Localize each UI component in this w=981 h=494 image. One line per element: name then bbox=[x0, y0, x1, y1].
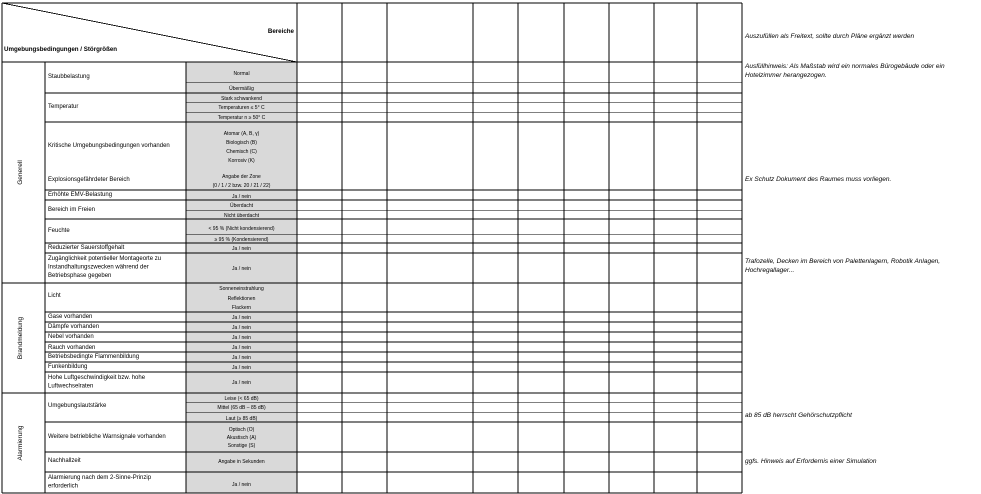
row-label: Reduzierter Sauerstoffgehalt bbox=[48, 245, 125, 251]
option-text: Ja / nein bbox=[232, 194, 251, 200]
row-label: Rauch vorhanden bbox=[48, 345, 96, 351]
row-label: Luftwechselraten bbox=[48, 383, 94, 390]
option-text: Akustisch (A) bbox=[226, 435, 257, 441]
row-label: Nebel vorhanden bbox=[48, 334, 94, 340]
option-text: Chemisch (C) bbox=[226, 149, 257, 155]
option-text: Übermäßig bbox=[229, 86, 254, 92]
option-text: Reflektionen bbox=[227, 296, 256, 302]
row-label: Bereich im Freien bbox=[48, 207, 96, 213]
option-text: Ja / nein bbox=[232, 355, 251, 361]
row-label: Feuchte bbox=[48, 228, 70, 234]
option-text: Leise (< 65 dB) bbox=[224, 396, 259, 402]
option-text: Laut (≥ 85 dB) bbox=[225, 416, 258, 422]
header-areas-label: Bereiche bbox=[267, 28, 294, 35]
row-label: Zugänglichkeit potentieller Montageorte zu bbox=[48, 256, 162, 262]
option-text: Korrosiv (K) bbox=[228, 158, 255, 164]
option-text: Angabe in Sekunden bbox=[218, 459, 265, 465]
option-text: Mittel (65 dB – 85 dB) bbox=[217, 405, 266, 411]
row-label: Licht bbox=[48, 293, 61, 299]
header-diagonal bbox=[2, 3, 297, 62]
row-label: erforderlich bbox=[48, 483, 79, 490]
option-text: Überdacht bbox=[229, 203, 254, 209]
option-text: Ja / nein bbox=[232, 380, 251, 386]
option-text: Flackern bbox=[231, 305, 252, 311]
group-label: Brandmeldung bbox=[17, 316, 24, 360]
option-text: Normal bbox=[233, 71, 250, 77]
row-label: Gase vorhanden bbox=[48, 314, 93, 320]
remark-text: Auszufüllen als Freitext, sollte durch Pläne ergänzt werden bbox=[745, 33, 915, 40]
option-text: Nicht überdacht bbox=[223, 213, 260, 219]
group-label: Alarmierung bbox=[17, 425, 24, 461]
option-text: < 95 % (Nicht kondensierend) bbox=[208, 226, 275, 232]
option-text: Ja / nein bbox=[232, 345, 251, 351]
group-label: Generell bbox=[17, 160, 24, 185]
row-label: Instandhaltungszwecken während der bbox=[48, 264, 149, 271]
row-label: Funkenbildung bbox=[48, 364, 88, 370]
remark-text: Trafozelle, Decken im Bereich von Palettenlagern, Robotik Anlagen, bbox=[745, 258, 941, 265]
row-label: Dämpfe vorhanden bbox=[48, 324, 100, 330]
option-text: Sonneneinstrahlung bbox=[219, 286, 264, 292]
option-text: Biologisch (B) bbox=[226, 140, 257, 146]
remark-text: Ex Schutz Dokument des Raumes muss vorliegen. bbox=[745, 176, 892, 183]
option-text: ≥ 95 % (Kondensierend) bbox=[214, 237, 269, 243]
remark-text: Hotelzimmer herangezogen. bbox=[745, 72, 827, 79]
option-text: Atomar (A, B, γ) bbox=[223, 131, 260, 137]
row-label: Hohe Luftgeschwindigkeit bzw. hohe bbox=[48, 375, 146, 381]
remark-text: Ausfüllhinweis: Als Maßstab wird ein normales Bürogebäude oder ein bbox=[745, 63, 945, 70]
option-text: Ja / nein bbox=[232, 482, 251, 488]
option-text: Ja / nein bbox=[232, 246, 251, 252]
row-label: Weitere betriebliche Warnsignale vorhanden bbox=[48, 434, 166, 440]
option-text: Ja / nein bbox=[232, 365, 251, 371]
option-text: Ja / nein bbox=[232, 325, 251, 331]
row-label: Staubbelastung bbox=[48, 74, 90, 80]
row-label: Explosionsgefährdeter Bereich bbox=[48, 177, 130, 183]
option-text: Sonstige (S) bbox=[227, 443, 256, 449]
option-text: Optisch (O) bbox=[228, 427, 255, 433]
option-text: Ja / nein bbox=[232, 315, 251, 321]
option-text: Stark schwankend bbox=[221, 96, 262, 102]
row-label: Nachhallzeit bbox=[48, 458, 81, 464]
remark-text: ggfs. Hinweis auf Erfordernis einer Simulation bbox=[745, 458, 877, 465]
remark-text: ab 85 dB herrscht Gehörschutzpflicht bbox=[745, 412, 852, 419]
row-label: Alarmierung nach dem 2-Sinne-Prinzip bbox=[48, 475, 152, 481]
row-label: Betriebsphase gegeben bbox=[48, 273, 112, 279]
option-text: Temperatur n ≥ 50° C bbox=[217, 115, 266, 121]
option-text: Angabe der Zone bbox=[222, 174, 261, 180]
row-label: Temperatur bbox=[48, 104, 79, 110]
remark-text: Hochregallager... bbox=[745, 267, 795, 274]
header-conditions-label: Umgebungsbedingungen / Störgrößen bbox=[4, 46, 118, 53]
row-label: Erhöhte EMV-Belastung bbox=[48, 192, 113, 198]
row-label: Umgebungslautstärke bbox=[48, 403, 107, 409]
row-label: Kritische Umgebungsbedingungen vorhanden bbox=[48, 143, 170, 149]
option-text: Ja / nein bbox=[232, 335, 251, 341]
option-text: Ja / nein bbox=[232, 266, 251, 272]
row-label: Betriebsbedingte Flammenbildung bbox=[48, 354, 140, 360]
option-text: Temperaturen ≤ 5° C bbox=[218, 105, 265, 111]
option-text: (0 / 1 / 2 bzw. 20 / 21 / 22) bbox=[212, 183, 271, 189]
